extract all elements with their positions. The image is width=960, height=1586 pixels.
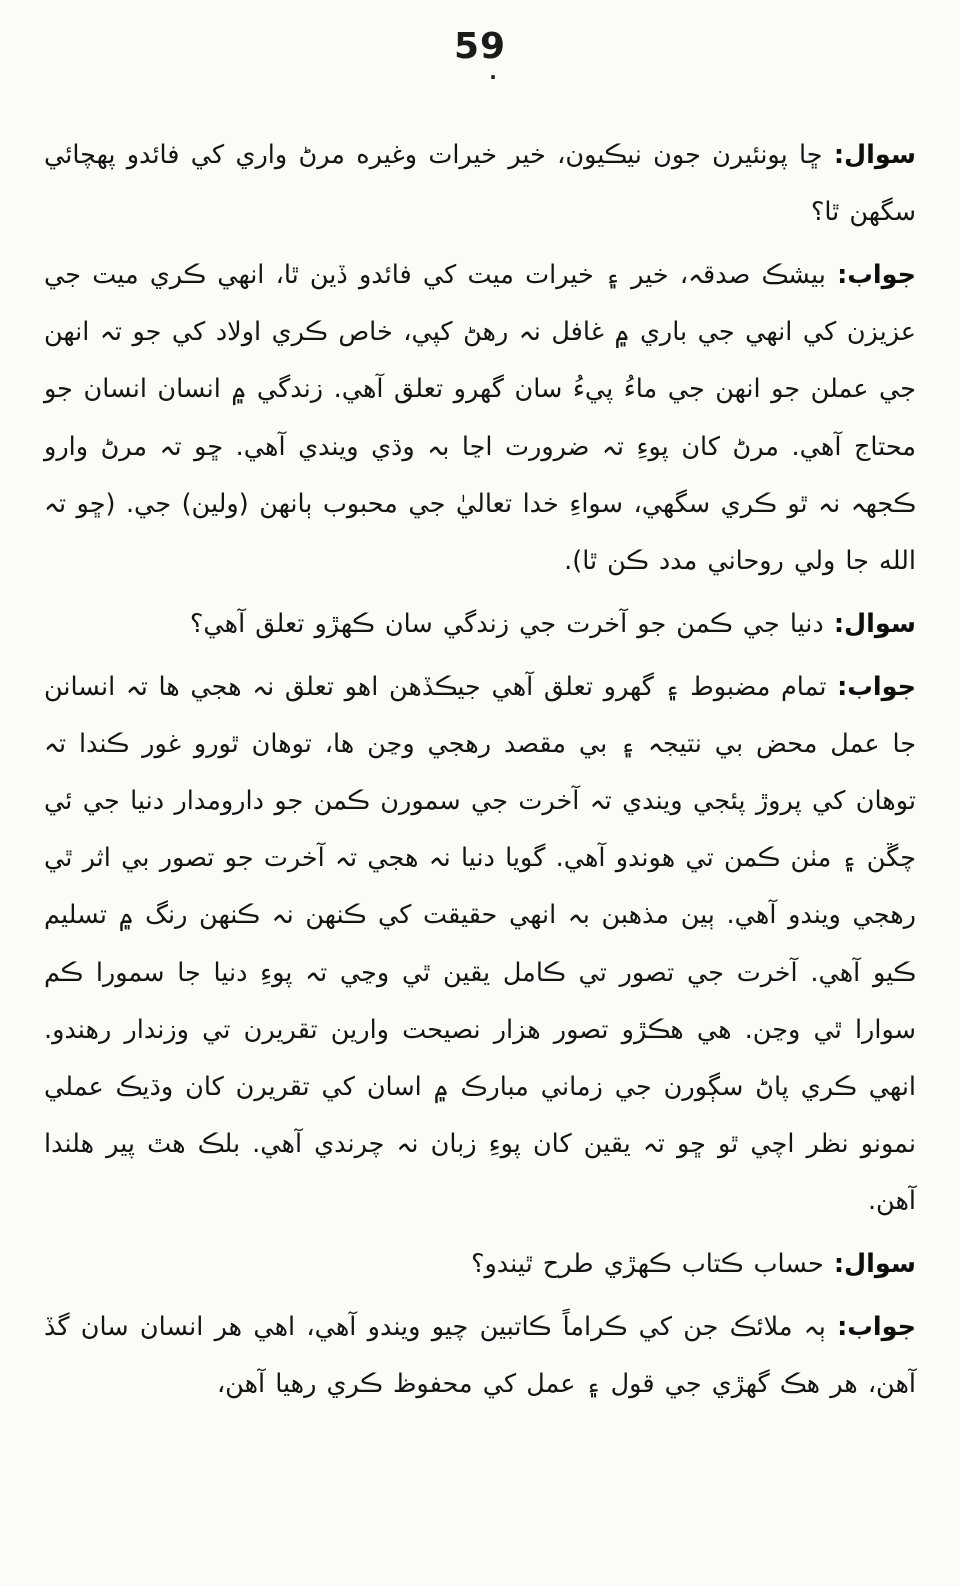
question-text: دنيا جي ڪمن جو آخرت جي زندگي سان ڪهڙو تعلق آهي؟ bbox=[189, 608, 834, 639]
answer-label: جواب: bbox=[837, 671, 916, 702]
answer-text: تمام مضبوط ۽ گهرو تعلق آهي جيڪڏهن اهو تعلق نہ هجي ها تہ انسانن جا عمل محض بي نتيجہ ۽ بي مقصد رهجي وڃن ها، توهان ٿورو غور ڪندا تہ توهان کي پروڙ پئجي ويندي تہ آخرت جي سمورن ڪمن جو دارومدار دنيا جي ئي چڱن ۽ مٺن ڪمن تي هوندو آهي. گويا دنيا نہ هجي تہ آخرت جو تصور بي اثر ٿي رهجي ويندو آهي. ٻين مذهبن بہ انهي حقيقت کي ڪنهن نہ ڪنهن رنگ ۾ تسليم ڪيو آهي. آخرت جي تصور تي ڪامل يقين ٿي وڃي تہ پوءِ دنيا جا سمورا ڪم سوارا ٿي وڃن. هي هڪڙو تصور هزار نصيحت وارين تقريرن تي وزندار رهندو. انهي ڪري پاڻ سڳورن جي زماني مبارڪ ۾ اسان کي تقريرن کان وڌيڪ عملي نمونو نظر اچي ٿو ڇو تہ يقين کان پوءِ زبان نہ چرندي آهي. بلڪ هٿ پير هلندا آهن. bbox=[44, 671, 916, 1216]
qa-block-question-2 bbox=[44, 596, 916, 653]
qa-block-answer-2 bbox=[44, 659, 916, 1230]
page-header bbox=[44, 26, 916, 84]
answer-label: جواب: bbox=[837, 1312, 916, 1343]
page-content bbox=[44, 127, 916, 1413]
question-label: سوال: bbox=[833, 140, 916, 170]
question-text: حساب ڪتاب ڪهڙي طرح ٿيندو؟ bbox=[470, 1249, 834, 1280]
page-number-mark: . bbox=[489, 60, 497, 84]
qa-block-question-1 bbox=[44, 127, 916, 241]
question-text: ڇا پونئيرن جون نيڪيون، خير خيرات وغيره مرڻ واري کي فائدو پهچائي سگهن ٿا؟ bbox=[44, 140, 916, 228]
qa-block-answer-3 bbox=[44, 1299, 916, 1413]
answer-label: جواب: bbox=[837, 260, 916, 291]
qa-block-question-3 bbox=[44, 1236, 916, 1293]
question-label: سوال: bbox=[833, 608, 916, 639]
page-number: 59 bbox=[453, 26, 507, 67]
question-label: سوال: bbox=[833, 1249, 916, 1280]
answer-text: ٻہ ملائڪ جن کي ڪراماً ڪاتبين چيو ويندو آهي، اهي هر انسان سان گڏ آهن، هر هڪ گهڙي جي قول ۽ عمل کي محفوظ ڪري رهيا آهن، bbox=[44, 1312, 916, 1400]
answer-text: بيشڪ صدقہ، خير ۽ خيرات ميت کي فائدو ڏين ٿا، انهي ڪري ميت جي عزيزن کي انهي جي باري ۾ غافل نہ رهڻ کپي، خاص ڪري اولاد کي جو تہ انهن جي عملن جو انهن جي ماءُ پيءُ سان گهرو تعلق آهي. زندگي ۾ انسان انسان جو محتاج آهي. مرڻ کان پوءِ تہ ضرورت اڃا بہ وڌي ويندي آهي. ڇو تہ مرڻ وارو ڪجهہ نہ ٿو ڪري سگهي، سواءِ خدا تعاليٰ جي محبوب ٻانهن (ولين) جي. (ڇو تہ الله جا ولي روحاني مدد ڪن ٿا). bbox=[44, 260, 916, 576]
qa-block-answer-1 bbox=[44, 247, 916, 590]
